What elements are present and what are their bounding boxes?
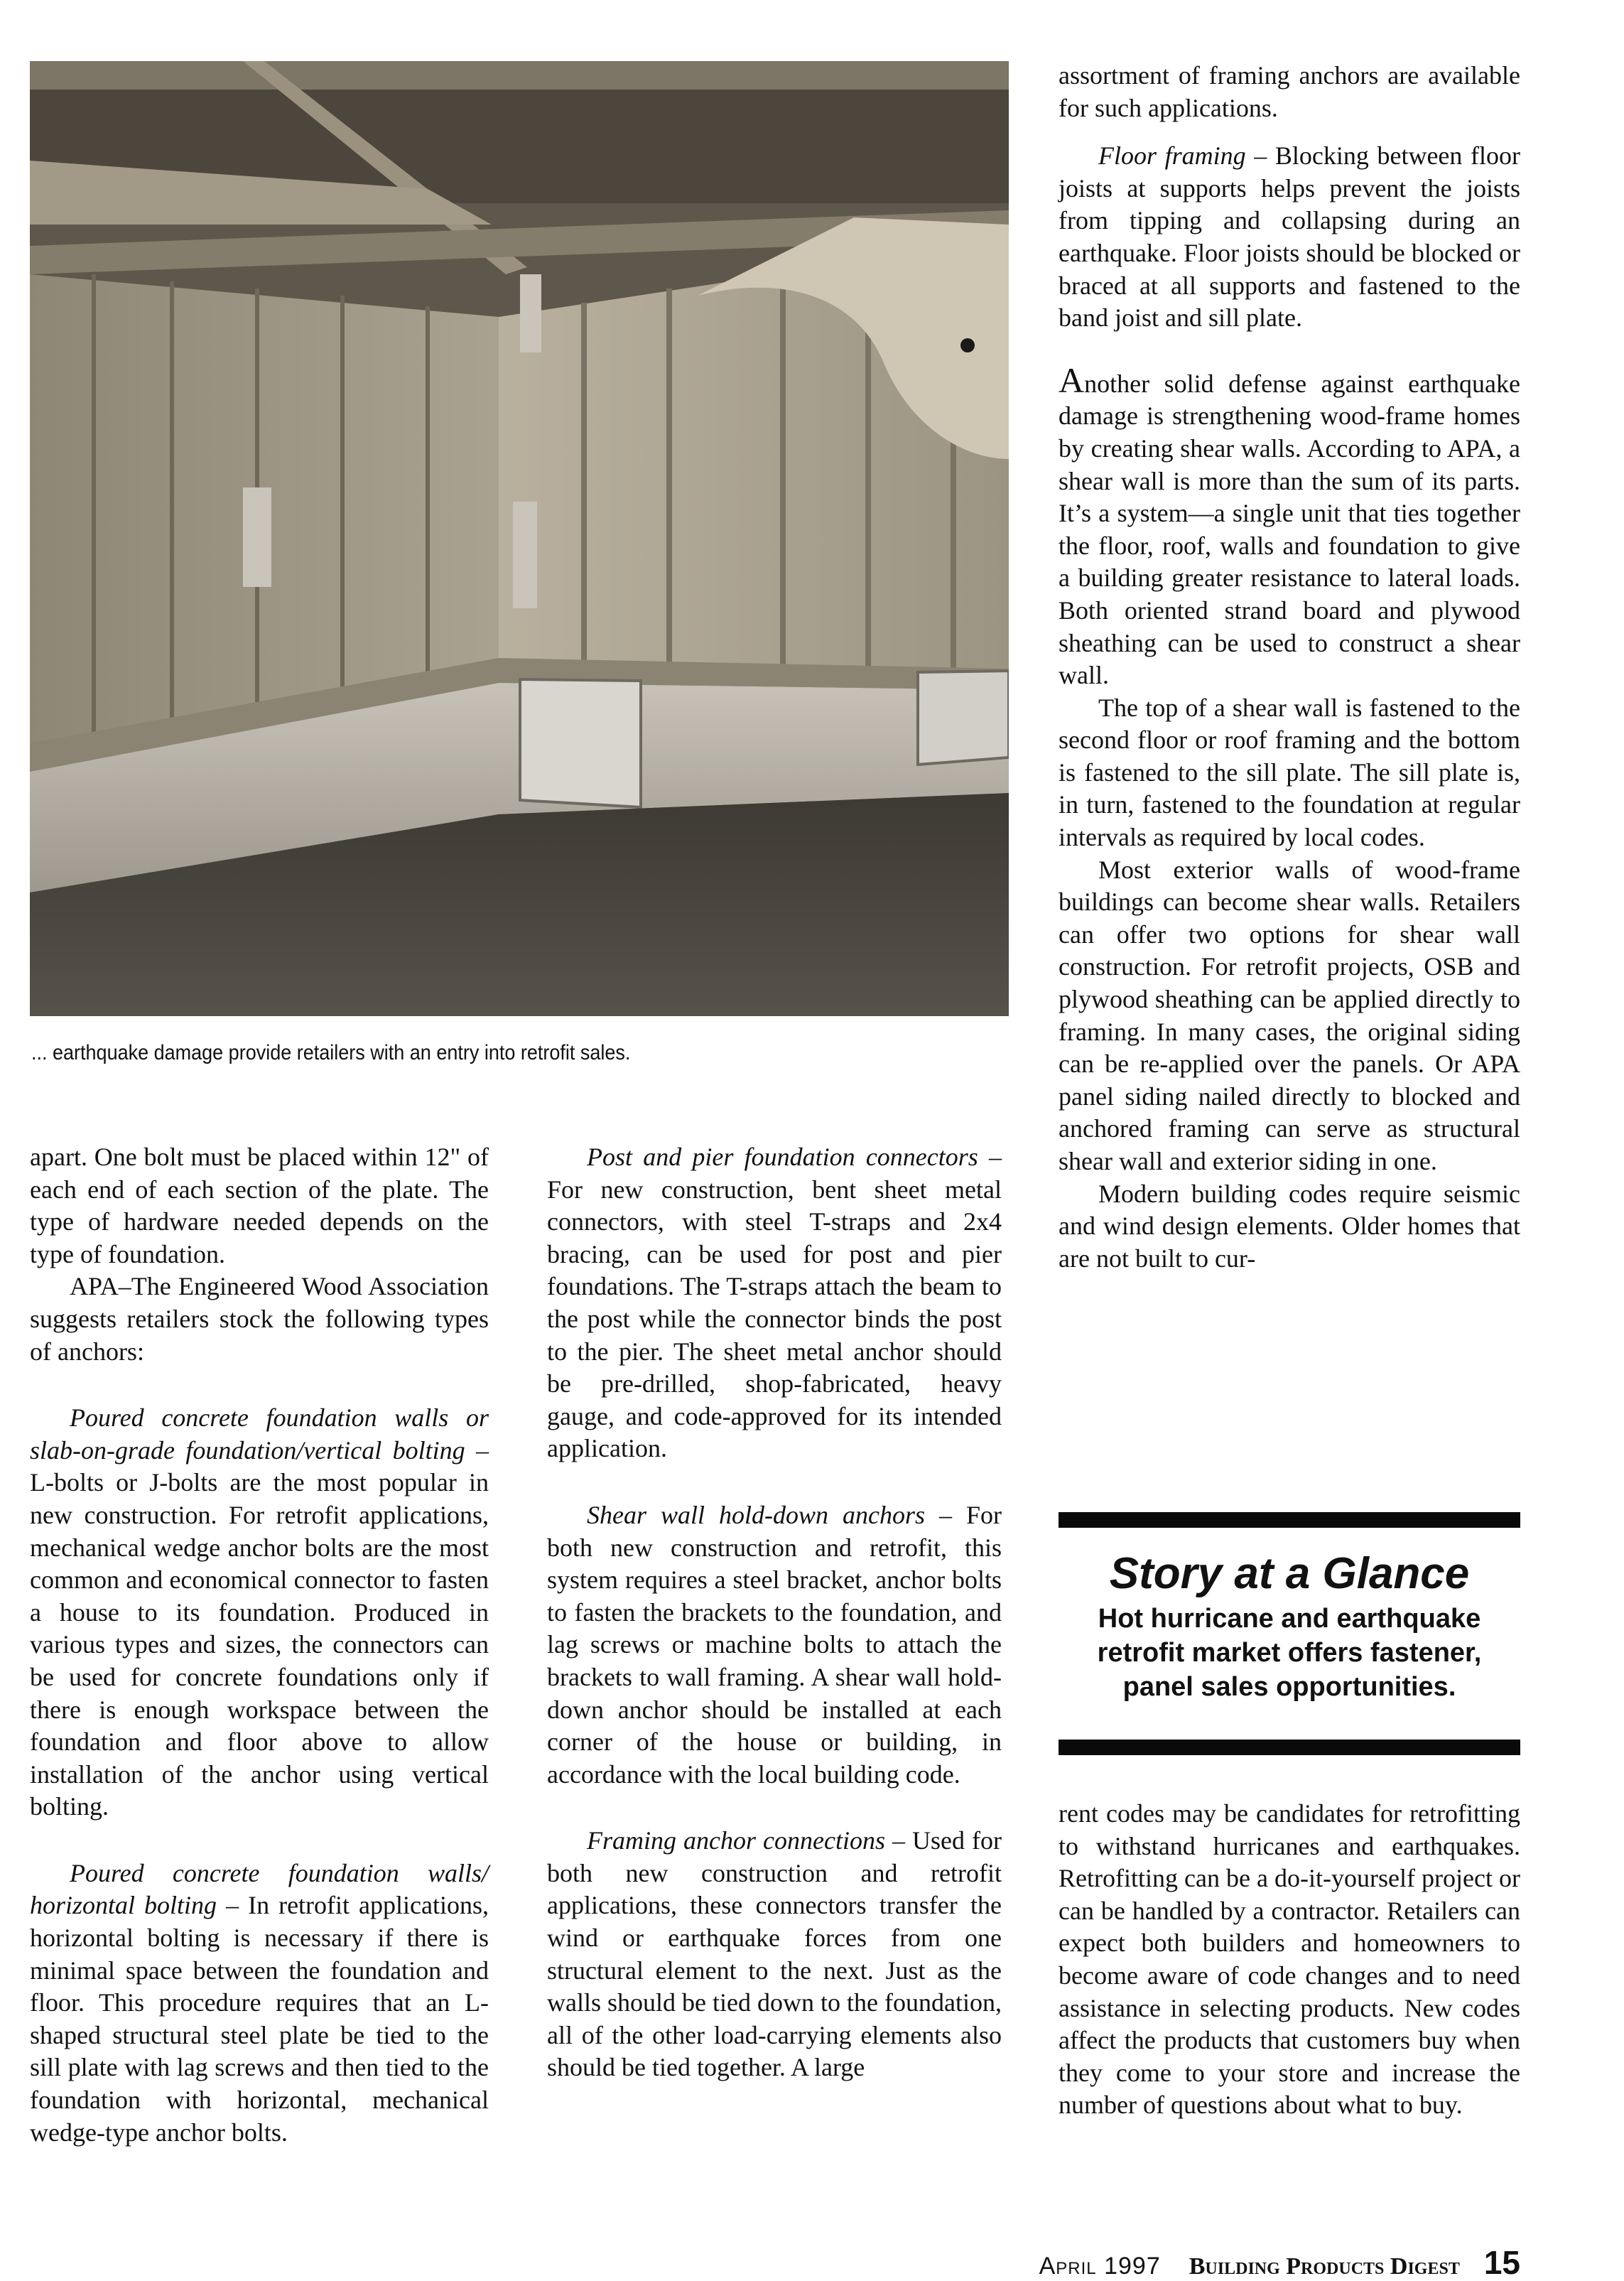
subhead: Floor framing (1098, 141, 1246, 171)
paragraph-body: – In retrofit applications, horizontal bolting is necessary if there is minimal space between the foundation and floor. This procedure requires that an L-shaped structural steel plate be tied to the sill plate with lag screws and then tied to the foundation with horizontal, mechanical wedge-type anchor bolts. (30, 1891, 489, 2147)
paragraph (30, 1402, 489, 1823)
photo-caption: ... earthquake damage provide retailers with an entry into retrofit sales. (31, 1041, 631, 1064)
glance-subtitle: Hot hurricane and earthquake retrofit market offers fastener, panel sales opportunities. (1097, 1604, 1482, 1702)
paragraph-body: – For both new construction and retrofit, this system requires a steel bracket, anchor bolts to fasten the brackets to the foundation, and lag screws or machine bolts to attach the brackets to wall framing. A shear wall hold-down anchor should be installed at each corner of the house or building, in accordance with the local building code. (547, 1500, 1002, 1789)
paragraph (1059, 360, 1520, 692)
column-3 (1059, 60, 1520, 1275)
column-2 (547, 1141, 1002, 2084)
paragraph: The top of a shear wall is fastened to the second floor or roof framing and the bottom is fastened to the sill plate. The sill plate is, in turn, fastened to the foundation at regular intervals as required by local codes. (1059, 693, 1520, 852)
subhead: Poured concrete foundation walls or slab-on-grade foundation/vertical bolting (30, 1403, 489, 1465)
article-photo (30, 61, 1009, 1016)
paragraph: APA–The Engineered Wood Association suggests retailers stock the following types of anchors: (30, 1272, 489, 1366)
glance-title: Story at a Glance (1109, 1549, 1470, 1598)
story-at-a-glance-box (1059, 1512, 1520, 1758)
paragraph-body: – Blocking between floor joists at supports helps prevent the joists from tipping and collapsing during an earthquake. Floor joists should be blocked or braced at all supports and fastened to the band joist and sill plate. (1059, 141, 1520, 333)
paragraph (30, 1857, 489, 2149)
paragraph: Most exterior walls of wood-frame buildings can become shear walls. Retailers can offer two options for shear wall construction. For retrofit projects, OSB and plywood sheathing can be applied directly to framing. In many cases, the original siding can be re-applied over the panels. Or APA panel siding nailed directly to blocked and anchored framing can serve as structural shear wall and exterior siding in one. (1059, 855, 1520, 1175)
paragraph-body: – Used for both new construction and retrofit applications, these connectors transfer the wind or earthquake forces from one structural element to the next. Just as the walls should be tied down to the foundation, all of the other load-carrying elements also should be tied together. A large (547, 1826, 1002, 2082)
paragraph-body: – L-bolts or J-bolts are the most popular in new construction. For retrofit applications, mechanical wedge anchor bolts are the most common and economical connector to fasten a house to its foundation. Produced in various types and sizes, the connectors can be used for concrete foundations only if there is enough workspace between the foundation and floor above to allow installation of the anchor using vertical bolting. (30, 1435, 489, 1821)
subhead: Post and pier foundation connectors (587, 1143, 978, 1171)
paragraph (547, 1141, 1002, 1465)
drop-cap: A (1059, 360, 1085, 400)
subhead: Poured concrete foundation walls/ horizontal bolting (30, 1858, 489, 1920)
paragraph: Modern building codes require seismic and wind design elements. Older homes that are not built to cur- (1059, 1179, 1520, 1273)
page-footer (1039, 2244, 1520, 2281)
paragraph-body: – For new construction, bent sheet metal connectors, with steel T-straps and 2x4 bracing, can be used for post and pier foundations. The T-straps attach the beam to the post while the connector binds the post to the pier. The sheet metal anchor should be pre-drilled, shop-fabricated, heavy gauge, and code-approved for its intended application. (547, 1143, 1002, 1463)
column-1 (30, 1141, 489, 2149)
rule-top (1059, 1512, 1520, 1528)
paragraph (547, 1499, 1002, 1791)
rule-bottom (1059, 1740, 1520, 1755)
column-3-continued (1059, 1798, 1520, 2122)
paragraph-body: nother solid defense against earthquake damage is strengthening wood-frame homes by creating shear walls. According to APA, a shear wall is more than the sum of its parts. It’s a system—a single unit that ties together the floor, roof, walls and foundation to give a building greater resistance to lateral loads. Both oriented strand board and plywood sheathing can be used to construct a shear wall. (1059, 369, 1520, 690)
subhead: Shear wall hold-down anchors (587, 1500, 925, 1529)
paragraph: assortment of framing anchors are available for such applications. (1059, 61, 1520, 122)
issue-date: April 1997 (1039, 2253, 1161, 2280)
photo-illustration (30, 61, 1009, 1016)
page-number: 15 (1483, 2244, 1520, 2281)
paragraph (1059, 140, 1520, 335)
paragraph: apart. One bolt must be placed within 12" of each end of each section of the plate. The type of hardware needed depends on the type of foundation. (30, 1143, 489, 1268)
paragraph: rent codes may be candidates for retrofitting to withstand hurricanes and earthquakes. Retrofitting can be a do-it-yourself project or can be handled by a contractor. Retailers can expect both builders and homeowners to become aware of code changes and to need assistance in selecting products. New codes affect the products that customers buy when they come to your store and increase the number of questions about what to buy. (1059, 1799, 1520, 2120)
magazine-name: Building Products Digest (1189, 2253, 1460, 2280)
subhead: Framing anchor connections (587, 1826, 885, 1855)
paragraph (547, 1825, 1002, 2084)
